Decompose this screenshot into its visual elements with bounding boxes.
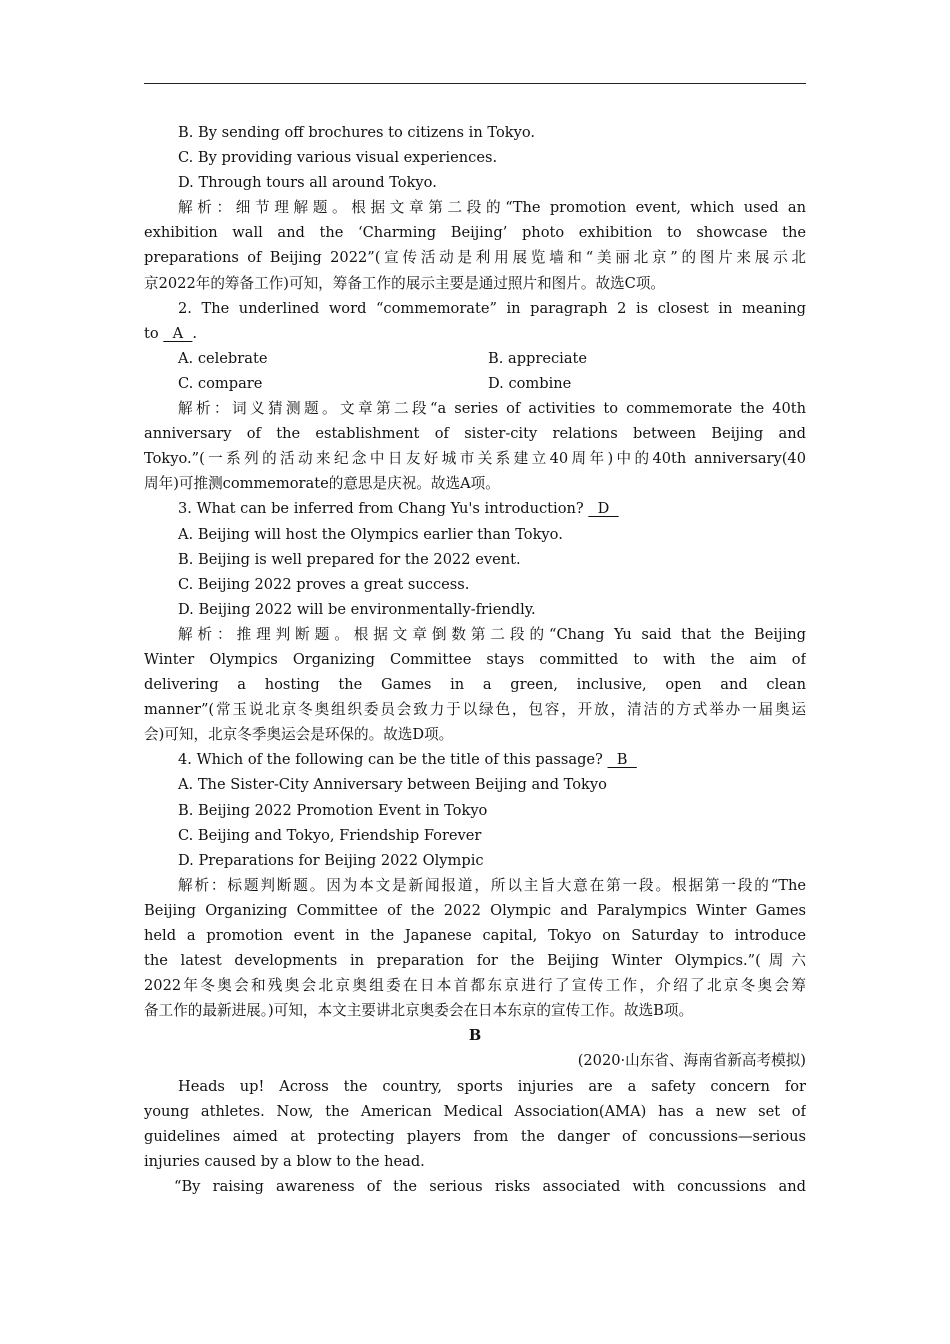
q1-analysis-line: 京2022年的筹备工作)可知，筹备工作的展示主要是通过照片和图片。故选C项。 bbox=[144, 274, 666, 292]
q2-options-row bbox=[144, 371, 806, 396]
q2-stem: 2. The underlined word “commemorate” in paragraph 2 is closest in meaning bbox=[178, 299, 806, 317]
q4-analysis-line: 解析：标题判断题。因为本文是新闻报道，所以主旨大意在第一段。根据第一段的“The bbox=[178, 876, 806, 894]
q2-stem-suffix: . bbox=[192, 324, 198, 342]
q2-option-d: D. combine bbox=[488, 374, 572, 392]
q3-analysis-line: Winter Olympics Organizing Committee stays committed to with the aim of bbox=[144, 650, 806, 668]
source-note: (2020·山东省、海南省新高考模拟) bbox=[577, 1052, 806, 1070]
q4-option-b: B. Beijing 2022 Promotion Event in Tokyo bbox=[178, 801, 488, 819]
q3-stem-row bbox=[144, 496, 806, 521]
q2-option-b: B. appreciate bbox=[488, 349, 588, 367]
q4-analysis-line: the latest developments in preparation for the Beijing Winter Olympics.”(周六 bbox=[144, 952, 806, 970]
q3-analysis-line: 会)可知，北京冬季奥运会是环保的。故选D项。 bbox=[144, 726, 454, 744]
q2-analysis-line: 周年)可推测commemorate的意思是庆祝。故选A项。 bbox=[144, 475, 500, 493]
q3-option-c: C. Beijing 2022 proves a great success. bbox=[178, 575, 470, 593]
q4-option-d: D. Preparations for Beijing 2022 Olympic bbox=[178, 851, 484, 869]
q1-analysis-line: exhibition wall and the ‘Charming Beijing’ photo exhibition to showcase the bbox=[144, 224, 806, 242]
q2-stem-end bbox=[144, 321, 806, 346]
q4-option-a: A. The Sister-City Anniversary between Beijing and Tokyo bbox=[178, 776, 607, 794]
section-heading: B bbox=[468, 1027, 482, 1045]
q4-stem-row bbox=[144, 747, 806, 772]
q1-analysis-line: preparations of Beijing 2022”(宣传活动是利用展览墙和“美丽北京”的图片来展示北 bbox=[144, 249, 806, 267]
q3-analysis-line: delivering a hosting the Games in a green, inclusive, open and clean bbox=[144, 676, 806, 694]
q3-stem: 3. What can be inferred from Chang Yu's introduction? bbox=[178, 500, 589, 518]
q3-analysis-line: manner”(常玉说北京冬奥组织委员会致力于以绿色，包容，开放，清洁的方式举办一届奥运 bbox=[144, 701, 806, 719]
passage-line: guidelines aimed at protecting players from the danger of concussions—serious bbox=[144, 1127, 806, 1145]
q3-option-a: A. Beijing will host the Olympics earlier than Tokyo. bbox=[178, 525, 563, 543]
q4-analysis-line: 备工作的最新进展。)可知，本文主要讲北京奥委会在日本东京的宣传工作。故选B项。 bbox=[144, 1002, 694, 1020]
q4-option-c: C. Beijing and Tokyo, Friendship Forever bbox=[178, 826, 482, 844]
q2-answer: A bbox=[163, 324, 193, 342]
q1-option-d: D. Through tours all around Tokyo. bbox=[178, 174, 437, 192]
q1-option-c: C. By providing various visual experiences. bbox=[178, 149, 498, 167]
q1-option-b: B. By sending off brochures to citizens in Tokyo. bbox=[178, 124, 535, 141]
header-rule bbox=[144, 83, 806, 84]
passage-line: young athletes. Now, the American Medical Association(AMA) has a new set of bbox=[144, 1102, 806, 1120]
q2-analysis-line: anniversary of the establishment of sister-city relations between Beijing and bbox=[144, 425, 806, 443]
q2-stem-prefix: to bbox=[144, 324, 164, 342]
q2-options-row bbox=[144, 346, 806, 371]
q1-analysis-line: 解析：细节理解题。根据文章第二段的“The promotion event, which used an bbox=[178, 199, 806, 217]
document-body bbox=[144, 120, 806, 1199]
q4-analysis-line: 2022年冬奥会和残奥会北京奥组委在日本首都东京进行了宣传工作，介绍了北京冬奥会筹 bbox=[144, 977, 806, 995]
q4-stem: 4. Which of the following can be the title of this passage? bbox=[178, 751, 608, 769]
q3-analysis-line: 解析：推理判断题。根据文章倒数第二段的“Chang Yu said that the Beijing bbox=[178, 625, 806, 643]
q4-analysis-line: Beijing Organizing Committee of the 2022 Olympic and Paralympics Winter Games bbox=[144, 901, 806, 919]
passage-line: injuries caused by a blow to the head. bbox=[144, 1152, 425, 1170]
q3-option-b: B. Beijing is well prepared for the 2022 event. bbox=[178, 550, 521, 568]
passage-line: “By raising awareness of the serious risks associated with concussions and bbox=[174, 1177, 806, 1195]
q2-analysis-line: 解析：词义猜测题。文章第二段“a series of activities to commemorate the 40th bbox=[178, 400, 806, 418]
q2-option-a: A. celebrate bbox=[178, 349, 268, 367]
q4-answer: B bbox=[607, 751, 637, 769]
q2-option-c: C. compare bbox=[178, 374, 263, 392]
q3-option-d: D. Beijing 2022 will be environmentally-friendly. bbox=[178, 600, 536, 618]
q4-analysis-line: held a promotion event in the Japanese capital, Tokyo on Saturday to introduce bbox=[144, 927, 806, 944]
q2-analysis-line: Tokyo.”(一系列的活动来纪念中日友好城市关系建立40周年)中的40th anniversary(40 bbox=[144, 450, 806, 468]
passage-line: Heads up! Across the country, sports injuries are a safety concern for bbox=[178, 1077, 806, 1095]
q3-answer: D bbox=[588, 500, 619, 518]
